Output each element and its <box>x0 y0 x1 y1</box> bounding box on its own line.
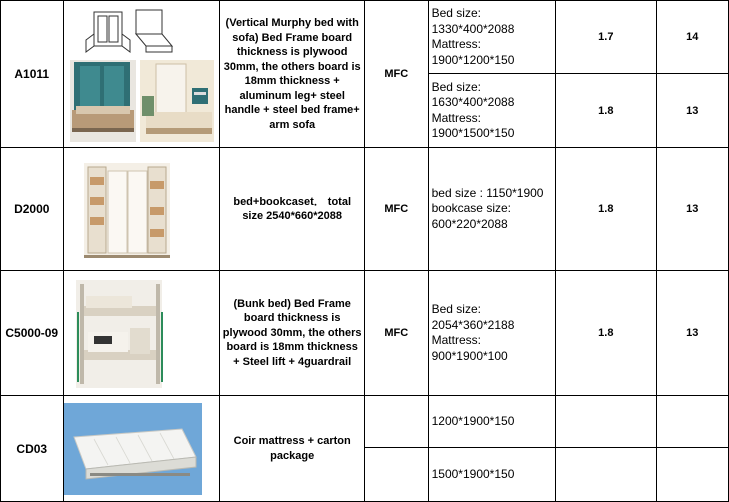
size-line: bookcase size: <box>431 201 511 216</box>
value-1: 1.7 <box>556 1 657 74</box>
product-image-mattress <box>63 396 220 502</box>
table-row <box>1 396 729 448</box>
table-row <box>1 148 729 271</box>
size-line: 1200*1900*150 <box>431 413 515 428</box>
product-description: (Vertical Murphy bed with sofa) Bed Frame board thickness is plywood 30mm, the others board is 18mm thickness + aluminum leg+ steel handle + steel bed frame+ arm sofa <box>220 1 365 148</box>
size-line: 1330*400*2088 <box>431 21 515 36</box>
table-row <box>1 1 729 74</box>
model-code: D2000 <box>1 148 64 271</box>
value-1: 1.8 <box>556 271 657 396</box>
size-line: 1630*400*2088 <box>431 95 515 109</box>
product-description: Coir mattress + carton package <box>220 396 365 502</box>
size-line: 2054*360*2188 <box>431 317 515 332</box>
value-2: 13 <box>656 74 728 148</box>
size-spec <box>428 74 555 148</box>
value-2: 14 <box>656 1 728 74</box>
model-code: C5000-09 <box>1 271 64 396</box>
size-line: Mattress: <box>431 37 481 51</box>
size-line: 1900*1500*150 <box>431 126 515 140</box>
value-1: 1.8 <box>556 74 657 148</box>
material: MFC <box>364 148 428 271</box>
size-line: Bed size: <box>431 302 481 316</box>
value-1 <box>556 448 657 502</box>
value-1 <box>556 396 657 448</box>
table-row <box>1 271 729 396</box>
value-2: 13 <box>656 271 728 396</box>
size-spec <box>428 148 555 271</box>
size-line: Bed size: <box>431 79 481 94</box>
material: MFC <box>364 1 428 148</box>
size-spec <box>428 1 555 74</box>
material <box>364 396 428 448</box>
size-line: Bed size: <box>431 6 481 20</box>
product-description: bed+bookcaset． total size 2540*660*2088 <box>220 148 365 271</box>
product-description: (Bunk bed) Bed Frame board thickness is plywood 30mm, the others board is 18mm thickness + Steel lift + 4guardrail <box>220 271 365 396</box>
product-image-bunk-bed <box>63 271 220 396</box>
value-1: 1.8 <box>556 148 657 271</box>
size-spec <box>428 396 555 448</box>
size-line: 900*1900*100 <box>431 348 508 363</box>
size-line: bed size : 1150*1900 <box>431 185 544 200</box>
product-image-murphy-sofa-bed <box>63 1 220 148</box>
size-spec <box>428 448 555 502</box>
size-line: 1500*1900*150 <box>431 466 515 481</box>
value-2: 13 <box>656 148 728 271</box>
model-code: CD03 <box>1 396 64 502</box>
size-line: Mattress: <box>431 110 481 125</box>
material: MFC <box>364 271 428 396</box>
model-code: A1011 <box>1 1 64 148</box>
size-spec <box>428 271 555 396</box>
size-line: 1900*1200*150 <box>431 52 515 67</box>
product-image-bed-bookcase <box>63 148 220 271</box>
material <box>364 448 428 502</box>
size-line: Mattress: <box>431 333 481 347</box>
value-2 <box>656 448 728 502</box>
value-2 <box>656 396 728 448</box>
size-line: 600*220*2088 <box>431 216 508 231</box>
